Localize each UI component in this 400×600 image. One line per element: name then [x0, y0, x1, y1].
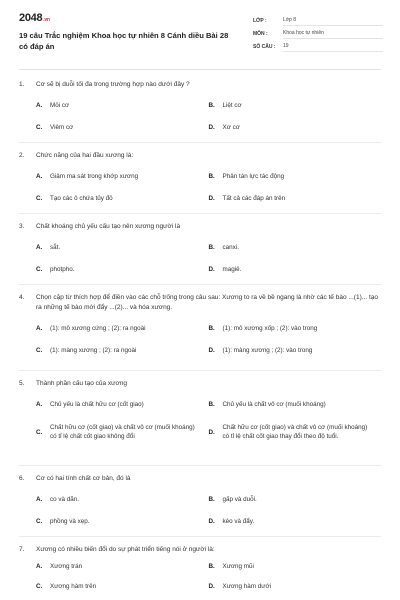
- option-text: magiê.: [222, 265, 242, 273]
- option-b[interactable]: [209, 556, 382, 576]
- question: [19, 80, 381, 138]
- option-text: co và dãn.: [50, 495, 80, 503]
- option-b[interactable]: [209, 94, 382, 116]
- option-d[interactable]: [209, 339, 382, 361]
- divider: [19, 370, 381, 371]
- option-letter: B.: [208, 101, 215, 109]
- option-d[interactable]: [209, 415, 382, 449]
- question: [19, 151, 381, 209]
- option-a[interactable]: [36, 94, 209, 116]
- question-number: 2.: [19, 152, 25, 159]
- meta-value: Lớp 8: [283, 15, 383, 26]
- question-number: 6.: [19, 475, 25, 482]
- option-a[interactable]: [36, 488, 209, 510]
- meta-subject-row: [253, 27, 383, 40]
- option-text: Viêm cơ: [50, 123, 74, 131]
- option-letter: C.: [36, 194, 43, 202]
- question-text: Chọn cặp từ thích hợp để điền vào các chỗ trống trong câu sau: Xương to ra về bề ngang là nhờ các tế bào ...(1)... tạo ra những tế bào mới đẩy ...(2)... và hóa xương.: [36, 294, 379, 311]
- header-divider: [19, 69, 381, 70]
- option-a[interactable]: [36, 556, 209, 576]
- divider: [19, 536, 381, 537]
- option-letter: B.: [208, 400, 215, 408]
- option-letter: D.: [208, 582, 215, 590]
- option-c[interactable]: [36, 187, 209, 209]
- question: [19, 379, 381, 449]
- meta-key: LỚP :: [253, 17, 267, 24]
- option-text: Mỏi cơ: [50, 101, 70, 109]
- option-letter: C.: [36, 517, 43, 525]
- option-text: Tất cả các đáp án trên: [222, 194, 286, 202]
- question-number: 1.: [19, 81, 25, 88]
- option-letter: A.: [36, 400, 43, 408]
- meta-class-row: [253, 14, 383, 27]
- option-text: Xơ cơ: [222, 123, 240, 131]
- option-text: Phân tán lực tác động: [222, 172, 285, 180]
- option-text: Xương hàm trên: [50, 582, 97, 590]
- option-letter: D.: [208, 265, 215, 273]
- option-letter: A.: [36, 562, 43, 570]
- option-letter: C.: [36, 428, 43, 436]
- question-text: Cơ có hai tính chất cơ bản, đó là: [36, 475, 131, 482]
- meta-value: Khoa học tự nhiên: [283, 28, 383, 39]
- option-c[interactable]: [36, 258, 209, 280]
- question-text: Chức năng của hai đầu xương là:: [36, 152, 134, 159]
- option-text: kéo và đẩy.: [222, 517, 255, 525]
- logo-suffix: .vn: [43, 17, 50, 23]
- option-text: canxi.: [222, 243, 239, 251]
- option-text: Liệt cơ: [222, 101, 242, 109]
- option-b[interactable]: [209, 488, 382, 510]
- option-letter: C.: [36, 265, 43, 273]
- option-b[interactable]: [209, 393, 382, 415]
- question: [19, 293, 381, 361]
- option-text: Xương mũi: [222, 562, 254, 570]
- option-text: gấp và duỗi.: [222, 495, 257, 503]
- divider: [19, 465, 381, 466]
- option-text: Chủ yếu là chất hữu cơ (cốt giao): [50, 400, 144, 408]
- divider: [19, 142, 381, 143]
- option-text: Xương hàm dưới: [222, 582, 272, 590]
- site-logo[interactable]: [19, 12, 50, 24]
- option-letter: A.: [36, 243, 43, 251]
- option-text: photpho.: [50, 265, 75, 273]
- option-text: sắt.: [50, 243, 61, 251]
- divider: [19, 213, 381, 214]
- meta-key: SỐ CÂU :: [253, 43, 276, 50]
- option-c[interactable]: [36, 339, 209, 361]
- option-letter: B.: [208, 172, 215, 180]
- option-b[interactable]: [209, 317, 382, 339]
- option-b[interactable]: [209, 165, 382, 187]
- option-letter: B.: [208, 243, 215, 251]
- question: [19, 545, 381, 596]
- question-number: 3.: [19, 223, 25, 230]
- option-letter: C.: [36, 582, 43, 590]
- option-letter: A.: [36, 101, 43, 109]
- logo-text: 2048: [19, 12, 43, 24]
- option-text: (1): mô xương xốp ; (2): vào trong: [222, 324, 318, 332]
- question-text: Chất khoáng chủ yếu cấu tạo nên xương người là: [36, 223, 181, 230]
- option-d[interactable]: [209, 187, 382, 209]
- question: [19, 222, 381, 280]
- option-letter: B.: [208, 495, 215, 503]
- divider: [19, 284, 381, 285]
- option-text: Chất hữu cơ (cốt giao) và chất vô cơ (muối khoáng) có tỉ lệ chất cốt giao thay đổi theo độ tuổi.: [222, 424, 368, 440]
- option-text: (1): màng xương ; (2): ra ngoài: [50, 346, 137, 354]
- option-text: phồng và xẹp.: [50, 517, 90, 525]
- option-letter: D.: [208, 123, 215, 131]
- page-title: 19 câu Trắc nghiệm Khoa học tự nhiên 8 Cánh diều Bài 28 có đáp án: [19, 31, 229, 51]
- option-letter: B.: [208, 324, 215, 332]
- meta-value: 19: [283, 41, 383, 52]
- meta-count-row: [253, 40, 383, 53]
- option-d[interactable]: [209, 258, 382, 280]
- option-text: Giảm ma sát trong khớp xương: [50, 172, 139, 180]
- option-a[interactable]: [36, 165, 209, 187]
- option-a[interactable]: [36, 393, 209, 415]
- option-letter: A.: [36, 172, 43, 180]
- option-text: Chủ yếu là chất vô cơ (muối khoáng): [222, 400, 326, 408]
- option-b[interactable]: [209, 236, 382, 258]
- question-number: 7.: [19, 546, 25, 553]
- option-text: (1): mô xương cứng ; (2): ra ngoài: [50, 324, 146, 332]
- option-d[interactable]: [209, 116, 382, 138]
- option-c[interactable]: [36, 510, 209, 532]
- option-letter: A.: [36, 495, 43, 503]
- option-text: Tạo các ô chứa tủy đỏ: [50, 194, 113, 202]
- option-letter: C.: [36, 346, 43, 354]
- question-text: Thành phần cấu tạo của xương: [36, 380, 128, 387]
- option-letter: D.: [208, 194, 215, 202]
- option-d[interactable]: [209, 510, 382, 532]
- question-number: 4.: [19, 294, 25, 301]
- option-c[interactable]: [36, 576, 209, 596]
- option-text: Chất hữu cơ (cốt giao) và chất vô cơ (muối khoáng) có tỉ lệ chất cốt giao không đổi: [50, 424, 195, 440]
- question-number: 5.: [19, 380, 25, 387]
- question: [19, 474, 381, 532]
- question-text: Xương có nhiều biến đổi do sự phát triển tiếng nói ở người là:: [36, 546, 215, 553]
- option-a[interactable]: [36, 317, 209, 339]
- question-text: Cơ sẽ bị duỗi tối đa trong trường hợp nào dưới đây ?: [36, 81, 190, 88]
- meta-key: MÔN :: [253, 30, 268, 37]
- option-text: (1): màng xương ; (2): vào trong: [222, 346, 313, 354]
- option-a[interactable]: [36, 236, 209, 258]
- option-letter: A.: [36, 324, 43, 332]
- option-c[interactable]: [36, 116, 209, 138]
- option-text: Xương trán: [50, 562, 83, 570]
- meta-panel: [253, 14, 383, 53]
- option-c[interactable]: [36, 415, 209, 449]
- option-letter: B.: [208, 562, 215, 570]
- option-letter: D.: [208, 428, 215, 436]
- option-d[interactable]: [209, 576, 382, 596]
- option-letter: D.: [208, 346, 215, 354]
- option-letter: C.: [36, 123, 43, 131]
- option-letter: D.: [208, 517, 215, 525]
